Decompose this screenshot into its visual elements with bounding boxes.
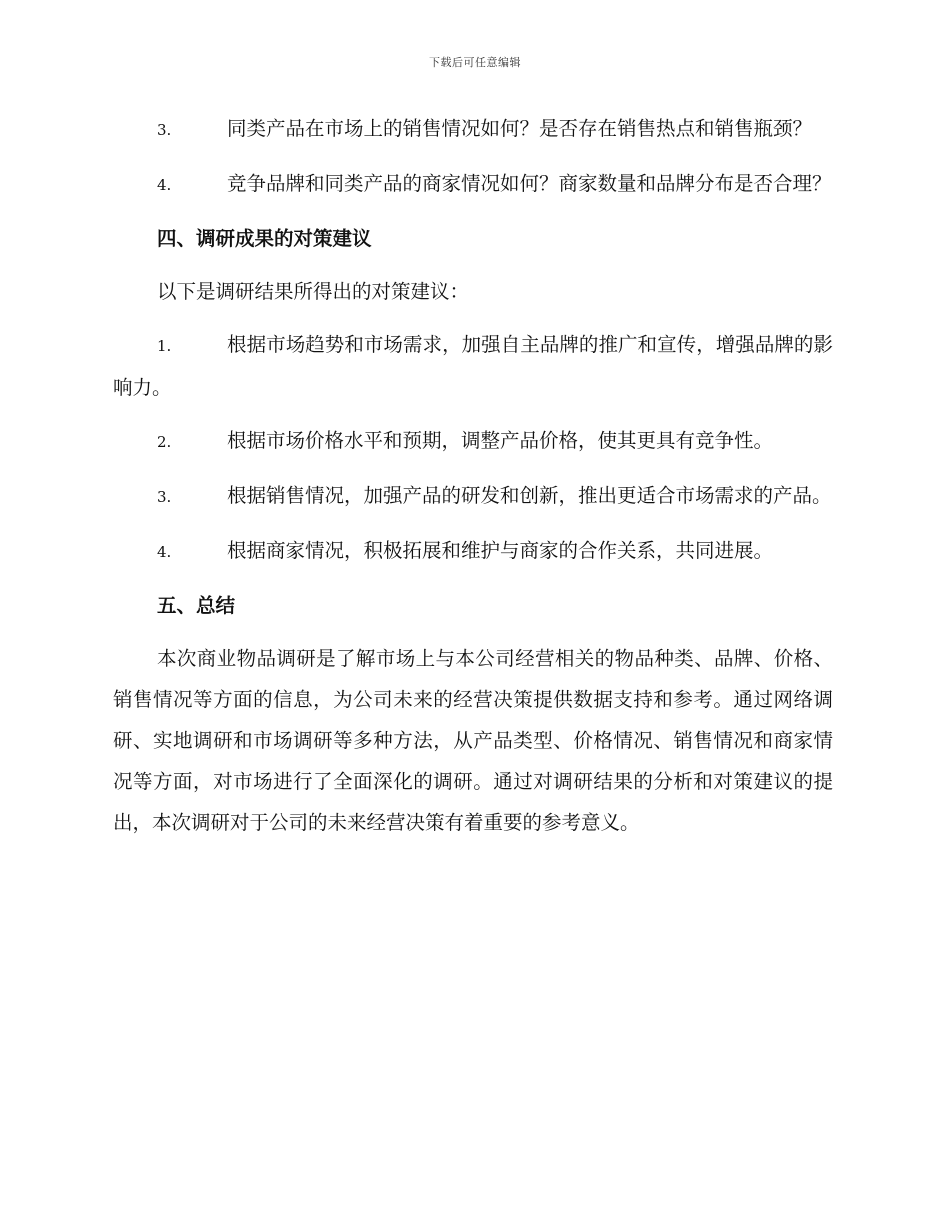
list-item-number: 4. [157,176,172,194]
list-item-text: 同类产品在市场上的销售情况如何？是否存在销售热点和销售瓶颈？ [227,117,813,140]
list-item [113,475,833,518]
list-item-text: 根据商家情况，积极拓展和维护与商家的合作关系，共同进展。 [227,539,774,562]
list-item [113,163,833,206]
list-item-number: 2. [157,433,172,451]
section-intro: 以下是调研结果所得出的对策建议： [157,280,470,303]
list-item [113,420,833,463]
list-item-number: 3. [157,488,172,506]
list-item-text: 根据销售情况，加强产品的研发和创新，推出更适合市场需求的产品。 [227,484,832,507]
list-item-text: 根据市场价格水平和预期，调整产品价格，使其更具有竞争性。 [227,429,774,452]
summary-paragraph: 本次商业物品调研是了解市场上与本公司经营相关的物品种类、品牌、价格、销售情况等方面的信息，为公司未来的经营决策提供数据支持和参考。通过网络调研、实地调研和市场调研等多种方法，从产品类型、价格情况、销售情况和商家情况等方面，对市场进行了全面深化的调研。通过对调研结果的分析和对策建议的提出，本次调研对于公司的未来经营决策有着重要的参考意义。 [113,647,833,834]
list-item [113,324,833,408]
section-heading-recommendations: 四、调研成果的对策建议 [157,227,372,250]
document-body [113,108,833,855]
list-item-text: 竞争品牌和同类产品的商家情况如何？商家数量和品牌分布是否合理？ [227,172,832,195]
list-item-text: 根据市场趋势和市场需求，加强自主品牌的推广和宣传，增强品牌的影响力。 [113,333,833,399]
list-item-number: 4. [157,543,172,561]
section-heading-summary: 五、总结 [157,594,236,617]
list-item [113,108,833,151]
page-header-note: 下载后可任意编辑 [429,56,521,69]
list-item-number: 1. [157,337,172,355]
list-item-number: 3. [157,121,172,139]
list-item [113,530,833,573]
